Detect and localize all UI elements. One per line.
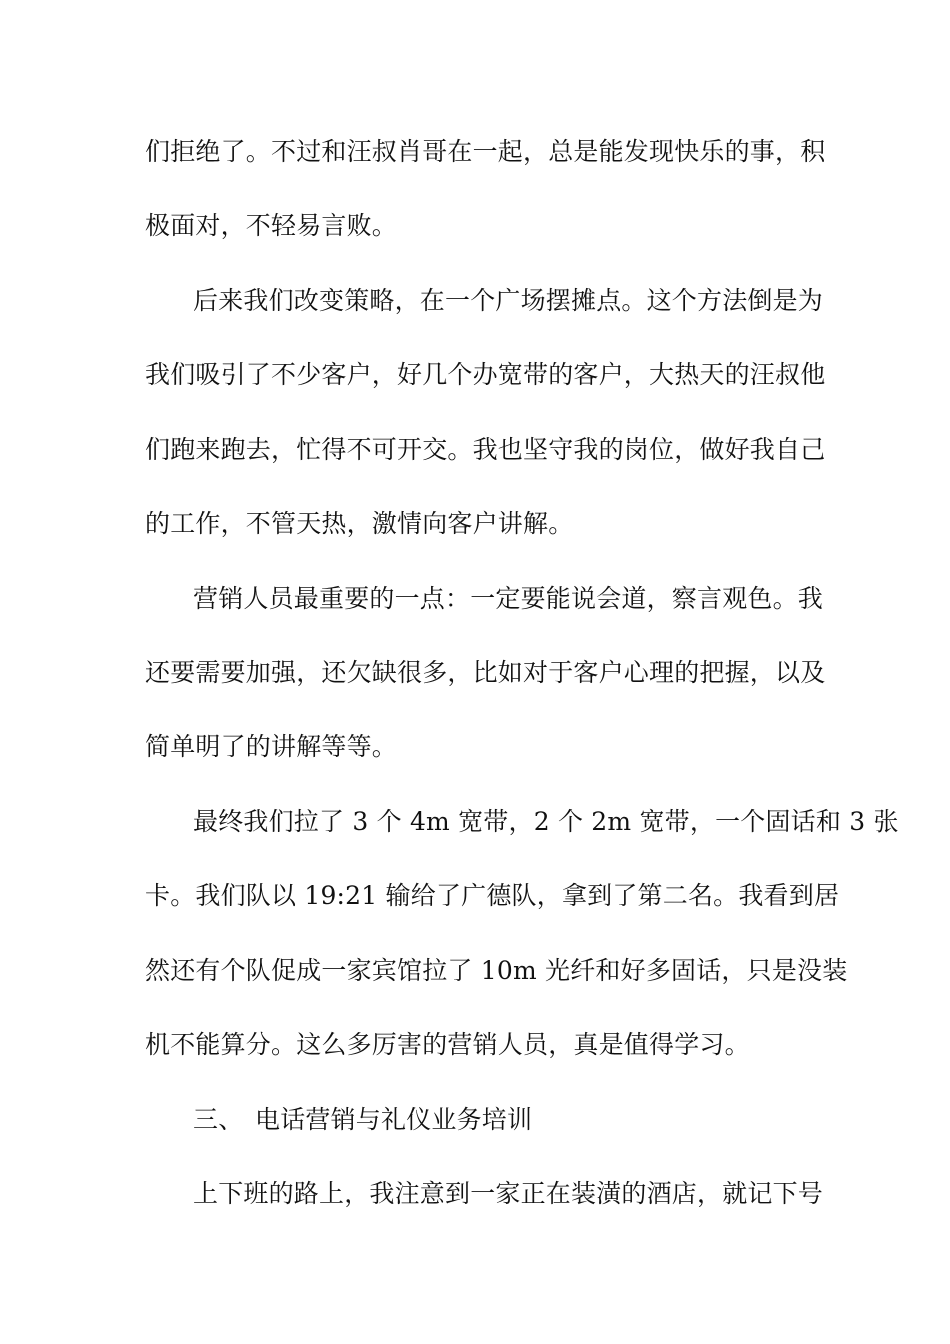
paragraph-line: 机不能算分。这么多厉害的营销人员，真是值得学习。: [145, 1030, 750, 1059]
section-heading: [193, 1102, 532, 1138]
paragraph-line: 极面对，不轻易言败。: [145, 211, 398, 240]
paragraph-line: 们拒绝了。不过和汪叔肖哥在一起，总是能发现快乐的事，积: [145, 137, 826, 166]
paragraph-line: 的工作，不管天热，激情向客户讲解。: [145, 509, 574, 538]
paragraph-line: 最终我们拉了 3 个 4m 宽带，2 个 2m 宽带，一个固话和 3 张: [193, 807, 899, 836]
paragraph-line: 后来我们改变策略，在一个广场摆摊点。这个方法倒是为: [193, 286, 824, 315]
paragraph-line: 还要需要加强，还欠缺很多，比如对于客户心理的把握，以及: [145, 658, 826, 687]
paragraph-line: 简单明了的讲解等等。: [145, 732, 398, 761]
section-number: 三、: [193, 1105, 244, 1134]
paragraph-line: 我们吸引了不少客户，好几个办宽带的客户，大热天的汪叔他: [145, 360, 826, 389]
paragraph-line: 营销人员最重要的一点：一定要能说会道，察言观色。我: [193, 584, 824, 613]
paragraph-line: 上下班的路上，我注意到一家正在装潢的酒店，就记下号: [193, 1179, 824, 1208]
paragraph-line: 然还有个队促成一家宾馆拉了 10m 光纤和好多固话，只是没装: [145, 956, 848, 985]
paragraph-line: 们跑来跑去，忙得不可开交。我也坚守我的岗位，做好我自己: [145, 435, 826, 464]
section-title: 电话营销与礼仪业务培训: [255, 1105, 533, 1134]
paragraph-line: 卡。我们队以 19:21 输给了广德队，拿到了第二名。我看到居: [145, 881, 840, 910]
